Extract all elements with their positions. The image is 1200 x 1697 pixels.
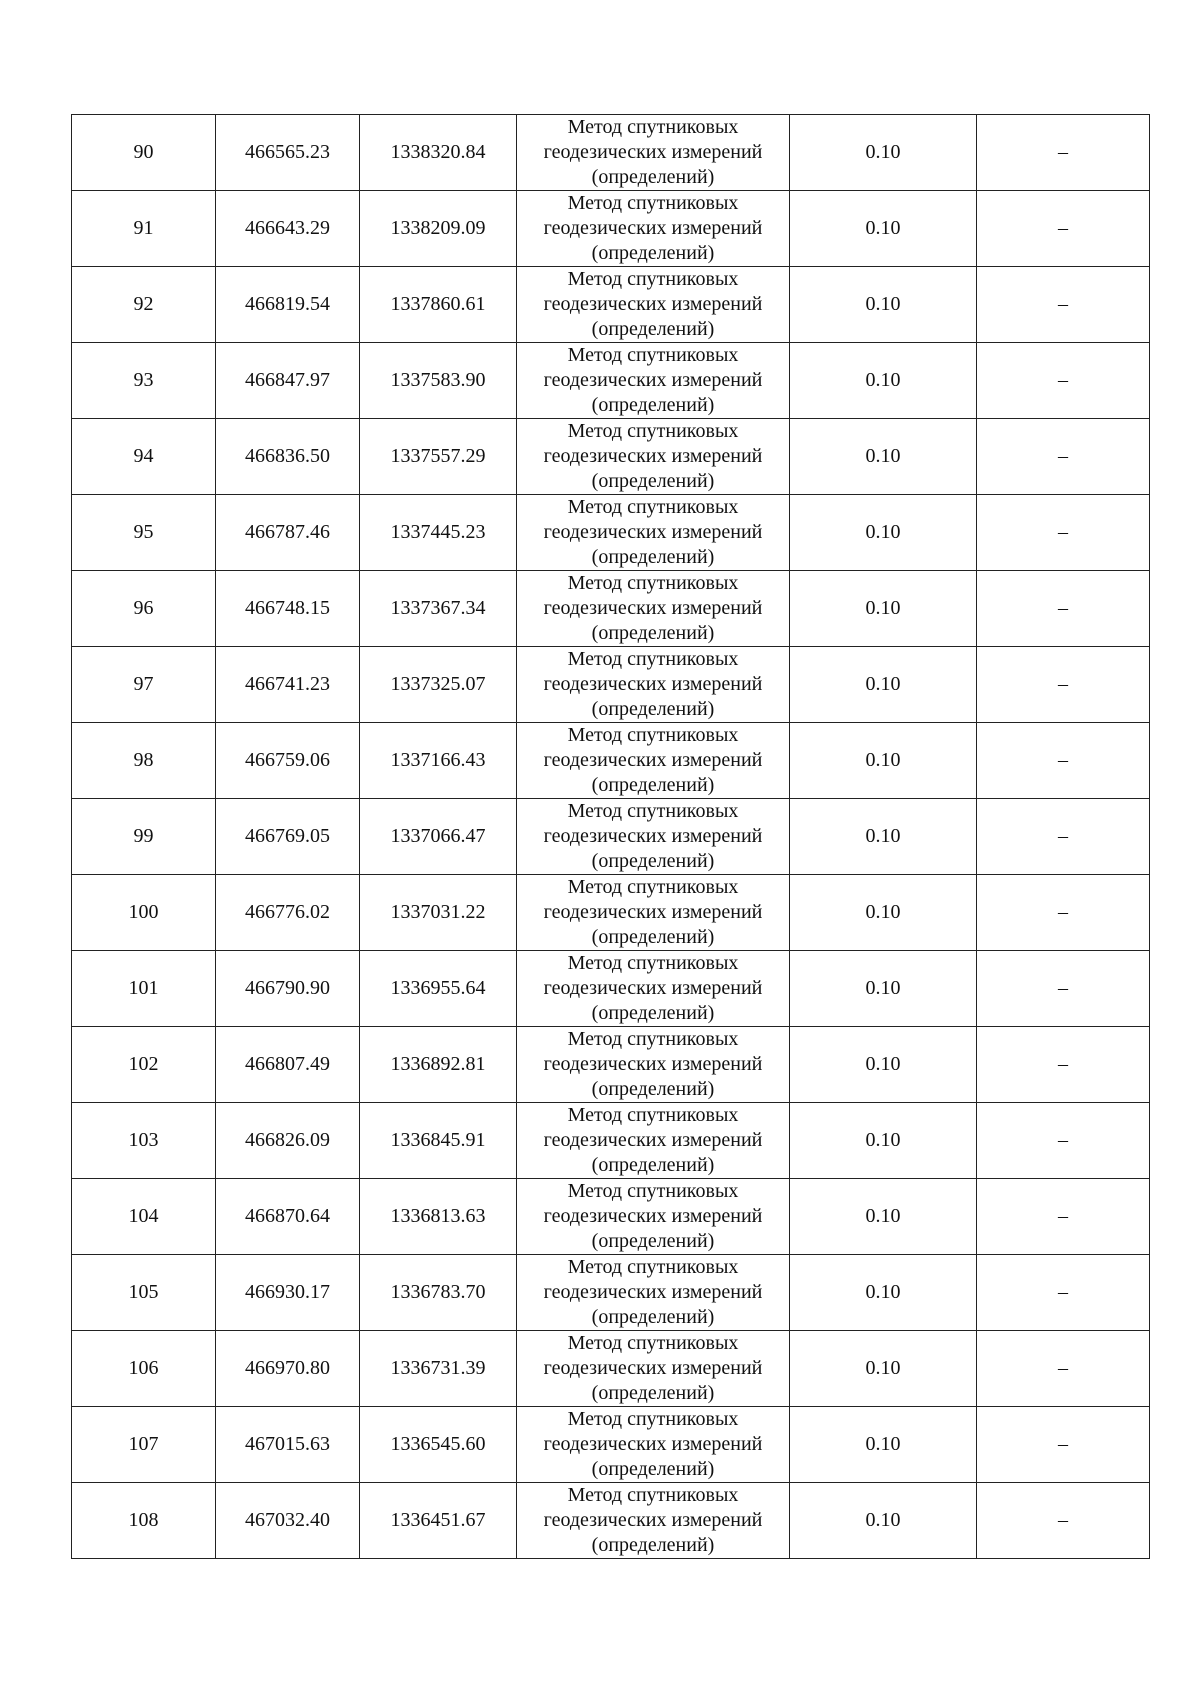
method-cell [517,419,790,495]
method-line: геодезических измерений [543,1357,763,1379]
table-row [72,1331,1150,1407]
note-cell: – [977,647,1150,723]
accuracy-cell: 0.10 [790,115,977,191]
note-cell: – [977,1331,1150,1407]
accuracy-cell: 0.10 [790,875,977,951]
method-line: (определений) [591,850,715,872]
method-line: Метод спутниковых [567,800,739,822]
method-line: (определений) [591,470,715,492]
method-cell [517,495,790,571]
method-cell [517,1027,790,1103]
method-cell [517,191,790,267]
point-number-cell: 99 [72,799,216,875]
x-coordinate-cell: 466565.23 [216,115,360,191]
method-line: геодезических измерений [543,1509,763,1531]
method-line: геодезических измерений [543,1433,763,1455]
method-line: (определений) [591,1534,715,1556]
method-line: геодезических измерений [543,1053,763,1075]
method-line: геодезических измерений [543,217,763,239]
y-coordinate-cell: 1337367.34 [360,571,517,647]
note-cell: – [977,1255,1150,1331]
table-row [72,951,1150,1027]
note-cell: – [977,419,1150,495]
method-line: геодезических измерений [543,825,763,847]
table-row [72,343,1150,419]
y-coordinate-cell: 1337557.29 [360,419,517,495]
note-cell: – [977,1483,1150,1559]
point-number-cell: 91 [72,191,216,267]
y-coordinate-cell: 1336451.67 [360,1483,517,1559]
point-number-cell: 106 [72,1331,216,1407]
x-coordinate-cell: 466930.17 [216,1255,360,1331]
method-line: Метод спутниковых [567,344,739,366]
accuracy-cell: 0.10 [790,1179,977,1255]
note-cell: – [977,495,1150,571]
accuracy-cell: 0.10 [790,495,977,571]
accuracy-cell: 0.10 [790,343,977,419]
table-row [72,1255,1150,1331]
table-row [72,115,1150,191]
accuracy-cell: 0.10 [790,799,977,875]
method-cell [517,267,790,343]
x-coordinate-cell: 466769.05 [216,799,360,875]
y-coordinate-cell: 1337445.23 [360,495,517,571]
y-coordinate-cell: 1336955.64 [360,951,517,1027]
method-line: Метод спутниковых [567,496,739,518]
method-line: геодезических измерений [543,141,763,163]
y-coordinate-cell: 1338209.09 [360,191,517,267]
accuracy-cell: 0.10 [790,1407,977,1483]
method-line: Метод спутниковых [567,1332,739,1354]
method-cell [517,723,790,799]
accuracy-cell: 0.10 [790,1483,977,1559]
method-line: Метод спутниковых [567,1180,739,1202]
table-row [72,495,1150,571]
method-line: (определений) [591,698,715,720]
method-line: геодезических измерений [543,521,763,543]
x-coordinate-cell: 466790.90 [216,951,360,1027]
x-coordinate-cell: 466787.46 [216,495,360,571]
table-row [72,419,1150,495]
accuracy-cell: 0.10 [790,1331,977,1407]
x-coordinate-cell: 467032.40 [216,1483,360,1559]
accuracy-cell: 0.10 [790,1103,977,1179]
y-coordinate-cell: 1336813.63 [360,1179,517,1255]
point-number-cell: 108 [72,1483,216,1559]
method-line: (определений) [591,318,715,340]
x-coordinate-cell: 466643.29 [216,191,360,267]
accuracy-cell: 0.10 [790,723,977,799]
accuracy-cell: 0.10 [790,267,977,343]
method-cell [517,951,790,1027]
point-number-cell: 90 [72,115,216,191]
note-cell: – [977,343,1150,419]
accuracy-cell: 0.10 [790,419,977,495]
note-cell: – [977,1103,1150,1179]
method-line: геодезических измерений [543,597,763,619]
method-line: (определений) [591,394,715,416]
note-cell: – [977,115,1150,191]
point-number-cell: 101 [72,951,216,1027]
point-number-cell: 98 [72,723,216,799]
coordinates-table [71,114,1150,1559]
method-line: Метод спутниковых [567,1028,739,1050]
note-cell: – [977,1027,1150,1103]
x-coordinate-cell: 466847.97 [216,343,360,419]
table-row [72,571,1150,647]
y-coordinate-cell: 1336731.39 [360,1331,517,1407]
method-line: Метод спутниковых [567,724,739,746]
accuracy-cell: 0.10 [790,1255,977,1331]
y-coordinate-cell: 1337583.90 [360,343,517,419]
point-number-cell: 93 [72,343,216,419]
accuracy-cell: 0.10 [790,647,977,723]
method-line: Метод спутниковых [567,192,739,214]
method-line: (определений) [591,546,715,568]
x-coordinate-cell: 466970.80 [216,1331,360,1407]
method-line: (определений) [591,1230,715,1252]
x-coordinate-cell: 466748.15 [216,571,360,647]
table-row [72,1027,1150,1103]
note-cell: – [977,723,1150,799]
note-cell: – [977,951,1150,1027]
method-line: Метод спутниковых [567,1408,739,1430]
method-line: геодезических измерений [543,369,763,391]
note-cell: – [977,267,1150,343]
method-line: (определений) [591,1382,715,1404]
method-cell [517,343,790,419]
method-line: Метод спутниковых [567,572,739,594]
x-coordinate-cell: 466759.06 [216,723,360,799]
table-row [72,723,1150,799]
method-line: геодезических измерений [543,1281,763,1303]
method-line: Метод спутниковых [567,116,739,138]
y-coordinate-cell: 1337860.61 [360,267,517,343]
method-line: геодезических измерений [543,445,763,467]
point-number-cell: 107 [72,1407,216,1483]
accuracy-cell: 0.10 [790,191,977,267]
method-line: (определений) [591,1458,715,1480]
y-coordinate-cell: 1336545.60 [360,1407,517,1483]
x-coordinate-cell: 466741.23 [216,647,360,723]
point-number-cell: 95 [72,495,216,571]
method-line: геодезических измерений [543,293,763,315]
method-line: (определений) [591,926,715,948]
method-cell [517,115,790,191]
method-line: (определений) [591,1078,715,1100]
note-cell: – [977,799,1150,875]
point-number-cell: 104 [72,1179,216,1255]
point-number-cell: 105 [72,1255,216,1331]
method-cell [517,799,790,875]
method-cell [517,1331,790,1407]
coordinates-table-body [72,115,1150,1559]
table-row [72,191,1150,267]
note-cell: – [977,191,1150,267]
y-coordinate-cell: 1337031.22 [360,875,517,951]
method-line: геодезических измерений [543,1129,763,1151]
method-cell [517,571,790,647]
accuracy-cell: 0.10 [790,951,977,1027]
x-coordinate-cell: 466807.49 [216,1027,360,1103]
y-coordinate-cell: 1336783.70 [360,1255,517,1331]
method-cell [517,1407,790,1483]
method-line: (определений) [591,1306,715,1328]
method-line: Метод спутниковых [567,420,739,442]
method-line: (определений) [591,1002,715,1024]
point-number-cell: 97 [72,647,216,723]
point-number-cell: 94 [72,419,216,495]
y-coordinate-cell: 1336892.81 [360,1027,517,1103]
accuracy-cell: 0.10 [790,571,977,647]
method-cell [517,1255,790,1331]
method-line: геодезических измерений [543,1205,763,1227]
method-cell [517,1179,790,1255]
y-coordinate-cell: 1336845.91 [360,1103,517,1179]
table-row [72,647,1150,723]
point-number-cell: 103 [72,1103,216,1179]
table-row [72,875,1150,951]
method-line: Метод спутниковых [567,1104,739,1126]
table-row [72,1103,1150,1179]
method-line: Метод спутниковых [567,1256,739,1278]
accuracy-cell: 0.10 [790,1027,977,1103]
method-line: (определений) [591,166,715,188]
method-line: геодезических измерений [543,901,763,923]
y-coordinate-cell: 1338320.84 [360,115,517,191]
method-line: Метод спутниковых [567,1484,739,1506]
y-coordinate-cell: 1337166.43 [360,723,517,799]
method-line: (определений) [591,622,715,644]
point-number-cell: 92 [72,267,216,343]
method-line: Метод спутниковых [567,876,739,898]
table-row [72,799,1150,875]
note-cell: – [977,1179,1150,1255]
table-row [72,1483,1150,1559]
method-line: (определений) [591,774,715,796]
x-coordinate-cell: 466870.64 [216,1179,360,1255]
x-coordinate-cell: 466836.50 [216,419,360,495]
x-coordinate-cell: 466826.09 [216,1103,360,1179]
note-cell: – [977,875,1150,951]
method-cell [517,1483,790,1559]
method-line: (определений) [591,242,715,264]
method-line: геодезических измерений [543,977,763,999]
x-coordinate-cell: 466819.54 [216,267,360,343]
method-line: Метод спутниковых [567,268,739,290]
table-row [72,1179,1150,1255]
note-cell: – [977,571,1150,647]
method-cell [517,875,790,951]
x-coordinate-cell: 467015.63 [216,1407,360,1483]
note-cell: – [977,1407,1150,1483]
table-row [72,267,1150,343]
point-number-cell: 96 [72,571,216,647]
y-coordinate-cell: 1337066.47 [360,799,517,875]
method-cell [517,647,790,723]
method-line: (определений) [591,1154,715,1176]
point-number-cell: 102 [72,1027,216,1103]
x-coordinate-cell: 466776.02 [216,875,360,951]
method-line: Метод спутниковых [567,648,739,670]
method-line: геодезических измерений [543,673,763,695]
table-row [72,1407,1150,1483]
method-line: геодезических измерений [543,749,763,771]
method-cell [517,1103,790,1179]
point-number-cell: 100 [72,875,216,951]
method-line: Метод спутниковых [567,952,739,974]
y-coordinate-cell: 1337325.07 [360,647,517,723]
